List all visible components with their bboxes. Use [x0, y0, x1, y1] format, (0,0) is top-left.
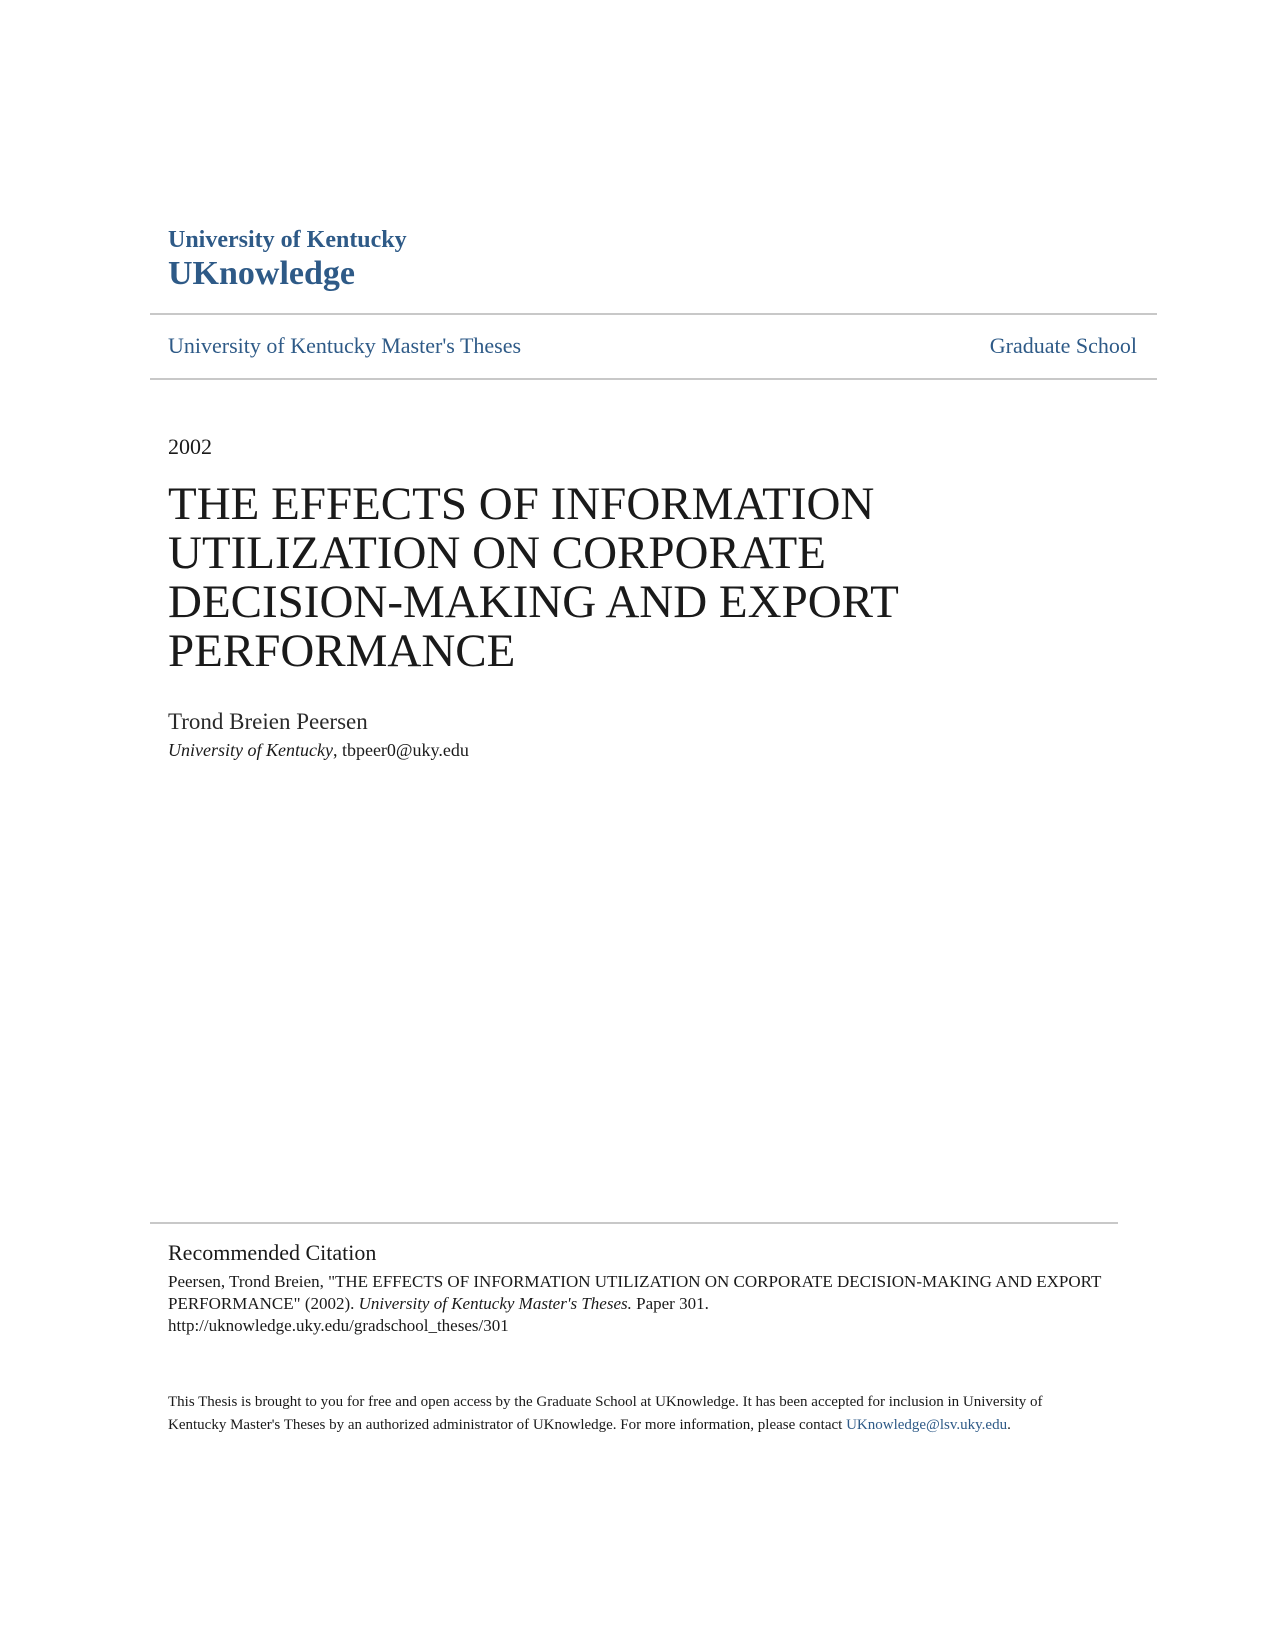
access-note-text: This Thesis is brought to you for free and open access by the Graduate School at UKnowledge. It has been accepted for inclusion in University of Kentucky Master's Theses by an authorized administrator of UKnowledge. For more information, please contact — [168, 1394, 1043, 1433]
citation-divider — [150, 1222, 1118, 1224]
access-note — [168, 1391, 1088, 1437]
repository-name[interactable]: UKnowledge — [168, 255, 355, 292]
affiliation-institution: University of Kentucky — [168, 740, 333, 760]
nav-divider — [150, 378, 1157, 380]
repository-header — [168, 226, 407, 294]
citation-prefix: Peersen, Trond Breien, "THE EFFECTS OF INFORMATION UTILIZATION ON CORPORATE DECISION-MAKING AND EXPORT PERFORMANCE" (2002). — [168, 1272, 1102, 1313]
institution-name: University of Kentucky — [168, 227, 407, 253]
series-link[interactable]: University of Kentucky Master's Theses — [168, 333, 522, 358]
contact-email-link[interactable]: UKnowledge@lsv.uky.edu — [846, 1417, 1008, 1433]
publication-year: 2002 — [168, 434, 212, 459]
thesis-title: THE EFFECTS OF INFORMATION UTILIZATION ON CORPORATE DECISION-MAKING AND EXPORT PERFORMANCE — [168, 478, 899, 677]
citation-url[interactable]: http://uknowledge.uky.edu/gradschool_theses/301 — [168, 1316, 509, 1335]
access-note-end: . — [1007, 1417, 1011, 1433]
citation-text — [168, 1271, 1108, 1337]
author-name: Trond Breien Peersen — [168, 709, 368, 734]
citation-heading: Recommended Citation — [168, 1240, 377, 1265]
citation-series: University of Kentucky Master's Theses. — [358, 1294, 632, 1313]
author-email: , tbpeer0@uky.edu — [332, 740, 469, 760]
school-link[interactable]: Graduate School — [989, 333, 1137, 358]
author-affiliation — [168, 740, 469, 761]
citation-paper: Paper 301. — [631, 1294, 709, 1313]
top-divider — [150, 313, 1157, 315]
